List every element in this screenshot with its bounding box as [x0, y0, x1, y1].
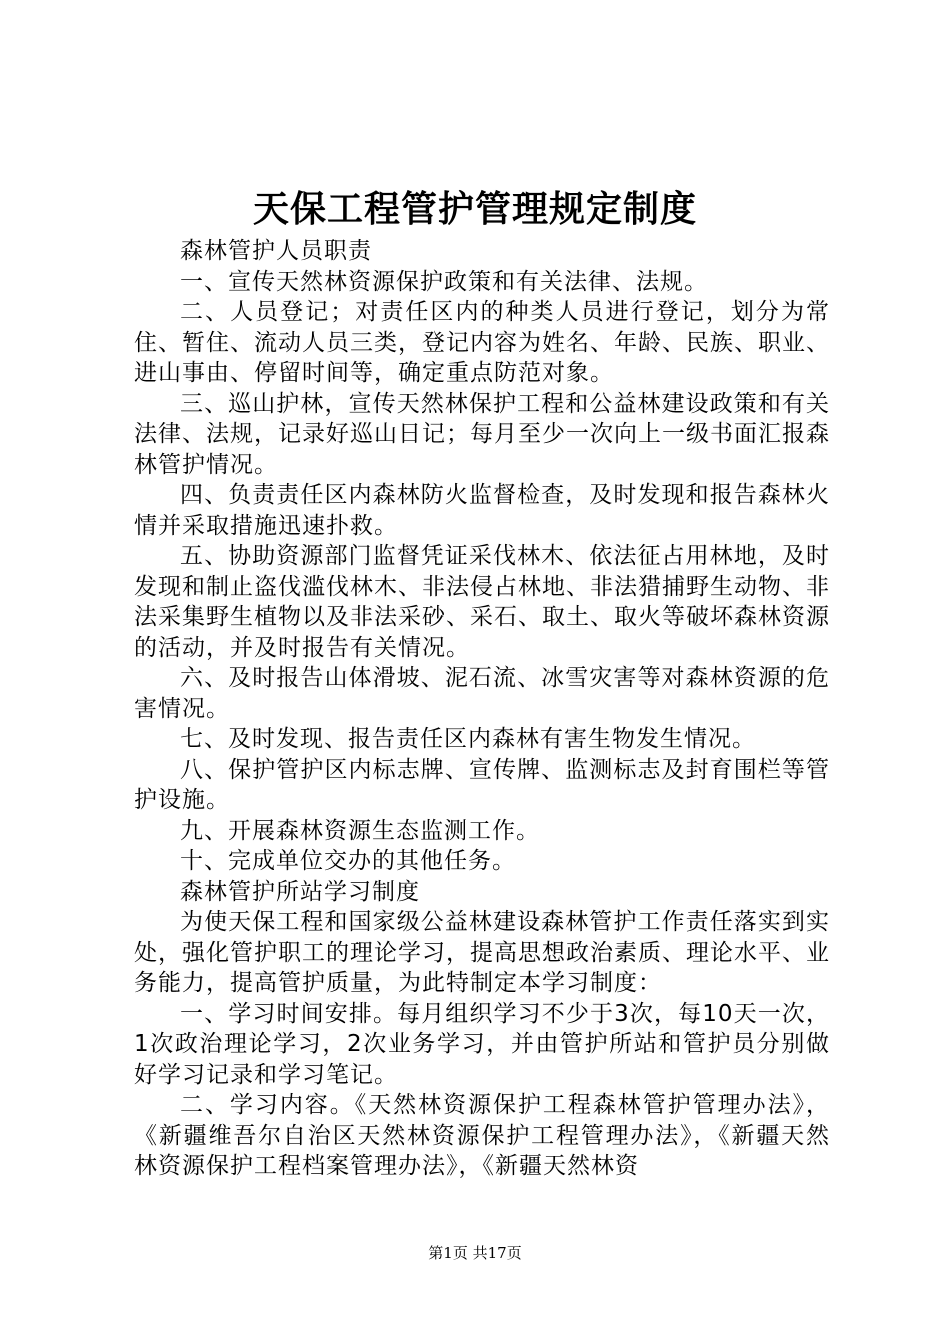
- paragraph: 九、开展森林资源生态监测工作。: [180, 817, 540, 844]
- paragraph: 四、负责责任区内森林防火监督检查，及时发现和报告森林火情并采取措施迅速扑救。: [134, 482, 830, 539]
- section-heading: 森林管护人员职责: [180, 238, 372, 264]
- paragraph: 一、宣传天然林资源保护政策和有关法律、法规。: [180, 268, 708, 295]
- paragraph: 十、完成单位交办的其他任务。: [180, 848, 516, 874]
- page-number-footer: 第1页 共17页: [428, 1244, 522, 1262]
- paragraph: 三、巡山护林，宣传天然林保护工程和公益林建设政策和有关法律、法规，记录好巡山日记；每月至少一次向上一级书面汇报森林管护情况。: [134, 390, 830, 478]
- paragraph: 二、人员登记；对责任区内的种类人员进行登记，划分为常住、暂住、流动人员三类，登记内容为姓名、年龄、民族、职业、进山事由、停留时间等，确定重点防范对象。: [134, 299, 830, 386]
- paragraph: 为使天保工程和国家级公益林建设森林管护工作责任落实到实处，强化管护职工的理论学习，提高思想政治素质、理论水平、业务能力，提高管护质量，为此特制定本学习制度：: [134, 909, 830, 996]
- paragraph: 六、及时报告山体滑坡、泥石流、冰雪灾害等对森林资源的危害情况。: [134, 665, 830, 722]
- document-body: [134, 236, 830, 1182]
- paragraph: 五、协助资源部门监督凭证采伐林木、依法征占用林地，及时发现和制止盗伐滥伐林木、非法侵占林地、非法猎捕野生动物、非法采集野生植物以及非法采砂、采石、取土、取火等破坏森林资源的活动，并及时报告有关情况。: [134, 543, 830, 661]
- paragraph: 八、保护管护区内标志牌、宣传牌、监测标志及封育围栏等管护设施。: [134, 756, 830, 813]
- paragraph: 一、学习时间安排。每月组织学习不少于3次，每10天一次，1次政治理论学习，2次业务学习，并由管护所站和管护员分别做好学习记录和学习笔记。: [134, 1000, 830, 1088]
- document-title: 天保工程管护管理规定制度: [252, 188, 697, 230]
- paragraph: 七、及时发现、报告责任区内森林有害生物发生情况。: [180, 726, 756, 752]
- section-heading: 森林管护所站学习制度: [180, 878, 420, 905]
- paragraph: 二、学习内容。《天然林资源保护工程森林管护管理办法》，《新疆维吾尔自治区天然林资源保护工程管理办法》，《新疆天然林资源保护工程档案管理办法》，《新疆天然林资: [134, 1092, 830, 1179]
